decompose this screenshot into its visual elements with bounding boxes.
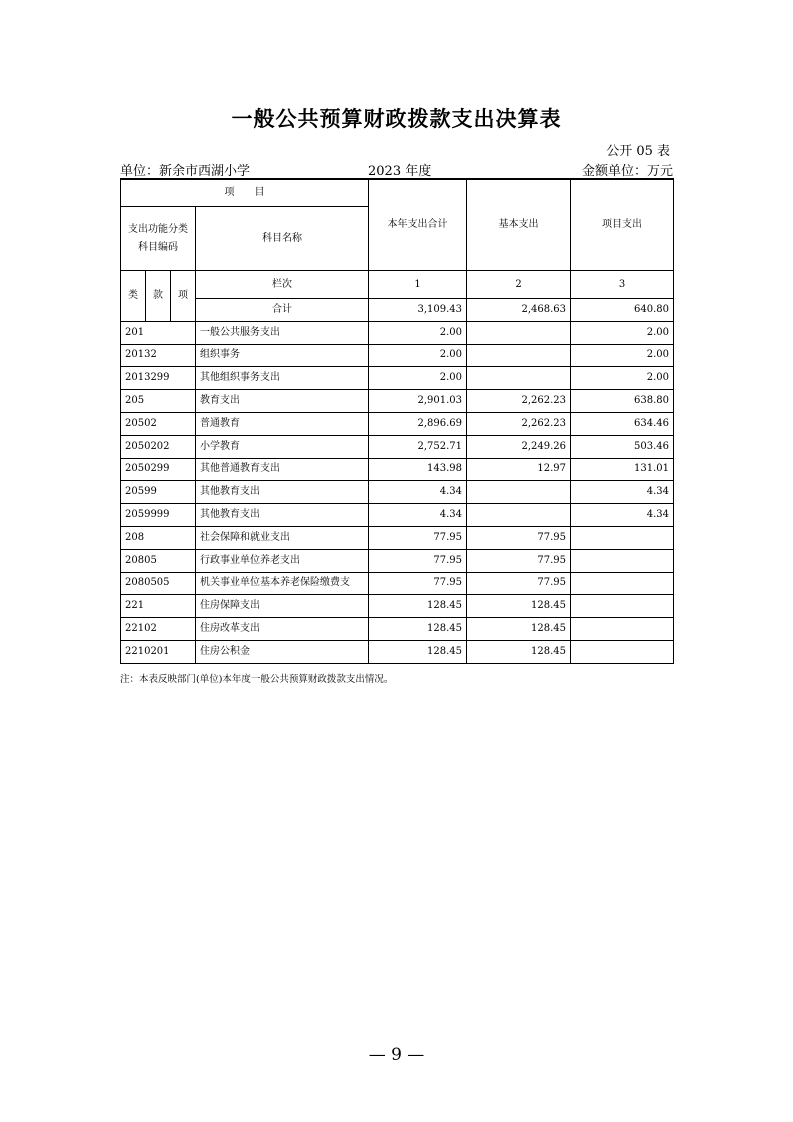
row-code: 2210201 xyxy=(121,640,196,663)
header-lei: 类 xyxy=(121,271,146,322)
table-meta xyxy=(120,160,673,178)
row-name: 住房改革支出 xyxy=(196,618,369,641)
row-code: 208 xyxy=(121,526,196,549)
row-basic: 2,262.23 xyxy=(467,390,571,413)
header-kuan: 款 xyxy=(146,271,171,322)
row-total: 77.95 xyxy=(369,572,467,595)
row-total: 128.45 xyxy=(369,618,467,641)
header-num2: 2 xyxy=(467,271,571,299)
row-project: 131.01 xyxy=(571,458,674,481)
page-number: — 9 — xyxy=(368,1045,425,1065)
header-project: 项 目 xyxy=(121,179,369,207)
row-code: 20502 xyxy=(121,412,196,435)
unit-name: 单位：新余市西湖小学 xyxy=(120,164,251,179)
row-basic: 128.45 xyxy=(467,640,571,663)
header-xiang: 项 xyxy=(171,271,196,322)
table-row xyxy=(121,526,674,549)
row-code: 2050299 xyxy=(121,458,196,481)
row-basic: 12.97 xyxy=(467,458,571,481)
header-num1: 1 xyxy=(369,271,467,299)
row-code: 2059999 xyxy=(121,504,196,527)
row-project xyxy=(571,572,674,595)
row-basic: 2,262.23 xyxy=(467,412,571,435)
row-name: 其他普通教育支出 xyxy=(196,458,369,481)
table-row xyxy=(121,367,674,390)
row-code: 20805 xyxy=(121,549,196,572)
row-project: 4.34 xyxy=(571,481,674,504)
table-row xyxy=(121,595,674,618)
row-basic xyxy=(467,367,571,390)
table-row xyxy=(121,435,674,458)
footnote: 注：本表反映部门(单位)本年度一般公共预算财政拨款支出情况。 xyxy=(120,674,394,685)
row-basic xyxy=(467,344,571,367)
table-row xyxy=(121,481,674,504)
row-project xyxy=(571,640,674,663)
row-name: 其他组织事务支出 xyxy=(196,367,369,390)
row-name: 其他教育支出 xyxy=(196,504,369,527)
row-total: 143.98 xyxy=(369,458,467,481)
row-code: 2080505 xyxy=(121,572,196,595)
row-code: 22102 xyxy=(121,618,196,641)
row-name: 住房保障支出 xyxy=(196,595,369,618)
row-project xyxy=(571,595,674,618)
row-project: 2.00 xyxy=(571,344,674,367)
row-name: 住房公积金 xyxy=(196,640,369,663)
header-col-total: 本年支出合计 xyxy=(369,179,467,271)
row-basic: 2,249.26 xyxy=(467,435,571,458)
row-name: 普通教育 xyxy=(196,412,369,435)
table-row xyxy=(121,572,674,595)
total-basic: 2,468.63 xyxy=(467,299,571,322)
header-code-label-line1: 支出功能分类 xyxy=(128,223,188,235)
row-name: 小学教育 xyxy=(196,435,369,458)
row-project: 4.34 xyxy=(571,504,674,527)
row-code: 20132 xyxy=(121,344,196,367)
row-project: 2.00 xyxy=(571,321,674,344)
total-label: 合计 xyxy=(196,299,369,322)
row-code: 205 xyxy=(121,390,196,413)
row-total: 4.34 xyxy=(369,504,467,527)
row-name: 机关事业单位基本养老保险缴费支 xyxy=(196,572,369,595)
header-row-project xyxy=(121,179,674,207)
row-total: 77.95 xyxy=(369,526,467,549)
report-year: 2023 年度 xyxy=(368,164,432,179)
row-total: 77.95 xyxy=(369,549,467,572)
table-row xyxy=(121,321,674,344)
row-project: 2.00 xyxy=(571,367,674,390)
row-total: 128.45 xyxy=(369,640,467,663)
header-lanci: 栏次 xyxy=(196,271,369,299)
table-row xyxy=(121,458,674,481)
row-project: 638.80 xyxy=(571,390,674,413)
row-project xyxy=(571,526,674,549)
table-row xyxy=(121,390,674,413)
row-total: 2,752.71 xyxy=(369,435,467,458)
row-basic: 77.95 xyxy=(467,526,571,549)
row-basic xyxy=(467,481,571,504)
row-project: 634.46 xyxy=(571,412,674,435)
page-title: 一般公共预算财政拨款支出决算表 xyxy=(231,107,562,131)
form-number: 公开 05 表 xyxy=(606,144,670,159)
row-basic xyxy=(467,321,571,344)
total-project: 640.80 xyxy=(571,299,674,322)
row-basic xyxy=(467,504,571,527)
row-basic: 77.95 xyxy=(467,549,571,572)
expenditure-table xyxy=(120,178,674,664)
header-name-label: 科目名称 xyxy=(196,207,369,271)
row-code: 201 xyxy=(121,321,196,344)
table-row xyxy=(121,344,674,367)
row-total: 2.00 xyxy=(369,321,467,344)
row-code: 2050202 xyxy=(121,435,196,458)
row-total: 128.45 xyxy=(369,595,467,618)
header-code-label-line2: 科目编码 xyxy=(138,241,178,253)
row-total: 2.00 xyxy=(369,344,467,367)
table-row xyxy=(121,640,674,663)
row-project xyxy=(571,549,674,572)
header-code-label xyxy=(121,207,196,271)
row-name: 行政事业单位养老支出 xyxy=(196,549,369,572)
row-code: 20599 xyxy=(121,481,196,504)
row-total: 2.00 xyxy=(369,367,467,390)
row-total: 2,901.03 xyxy=(369,390,467,413)
row-code: 221 xyxy=(121,595,196,618)
row-total: 4.34 xyxy=(369,481,467,504)
row-project xyxy=(571,618,674,641)
row-name: 其他教育支出 xyxy=(196,481,369,504)
table-row xyxy=(121,504,674,527)
header-col-basic: 基本支出 xyxy=(467,179,571,271)
table-row xyxy=(121,549,674,572)
row-name: 组织事务 xyxy=(196,344,369,367)
row-project: 503.46 xyxy=(571,435,674,458)
row-total: 2,896.69 xyxy=(369,412,467,435)
table-row xyxy=(121,412,674,435)
row-basic: 128.45 xyxy=(467,618,571,641)
row-basic: 128.45 xyxy=(467,595,571,618)
row-name: 一般公共服务支出 xyxy=(196,321,369,344)
header-col-project: 项目支出 xyxy=(571,179,674,271)
header-row-lanci xyxy=(121,271,674,299)
header-num3: 3 xyxy=(571,271,674,299)
table-row xyxy=(121,618,674,641)
row-name: 社会保障和就业支出 xyxy=(196,526,369,549)
total-amount: 3,109.43 xyxy=(369,299,467,322)
total-row xyxy=(121,299,674,322)
amount-unit: 金额单位：万元 xyxy=(581,164,673,179)
row-code: 2013299 xyxy=(121,367,196,390)
row-basic: 77.95 xyxy=(467,572,571,595)
row-name: 教育支出 xyxy=(196,390,369,413)
